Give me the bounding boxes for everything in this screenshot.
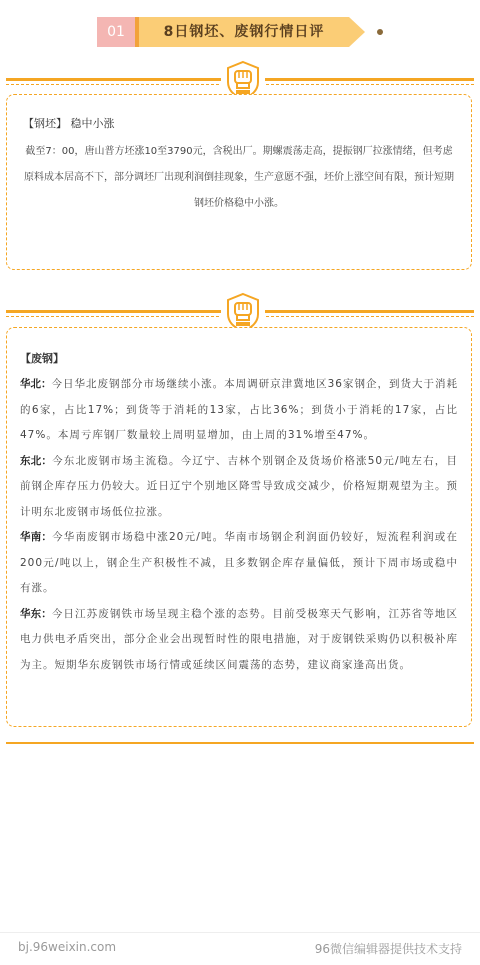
scrap-label: 【废钢】 [20,352,64,365]
region-paragraph [20,602,458,679]
billet-subtitle: 稳中小涨 [70,117,115,130]
dot-icon [377,29,383,35]
banner-arrow [349,17,365,47]
footer-site-link[interactable]: bj.96weixin.com [18,940,117,954]
region-text: 今东北废钢市场主流稳。今辽宁、吉林个别钢企及货场价格涨50元/吨左右，目前钢企库存压力仍较大。近日辽宁个别地区降雪导致成交减少，价格短期观望为主。预计明东北废钢市场低位拉涨。 [20,454,458,518]
region-text: 今华南废钢市场稳中涨20元/吨。华南市场钢企利润面仍较好，短流程利润或在200元/吨以上，钢企生产积极性不减，且多数钢企库存量偏低，预计下周市场或稳中有涨。 [20,531,458,594]
billet-body: 截至7：00，唐山普方坯涨10至3790元，含税出厂。期螺震荡走高，提振钢厂拉涨情绪，但考虑原料成本居高不下，部分调坯厂出现利润倒挂现象，生产意愿不强，坯价上涨空间有限，预计短期钢坯价格稳中小涨。 [24,146,454,209]
footer-credit: 96微信编辑器提供技术支持 [314,942,462,956]
fist-emblem-icon [225,292,261,332]
region-paragraph [20,525,458,602]
billet-heading [23,115,115,131]
scrap-card [6,327,472,727]
region-name: 东北： [20,454,53,467]
scrap-content [20,372,458,678]
region-name: 华北： [20,378,52,390]
region-paragraph [20,449,458,526]
region-name: 华东： [20,607,52,620]
footer [0,932,480,965]
region-text: 今日江苏废钢铁市场呈现主稳个涨的态势。目前受极寒天气影响，江苏省等地区电力供电矛盾突出，部分企业会出现暂时性的限电措施，对于废钢铁采购仍以积极补库为主。短期华东废钢铁市场行情或延续区间震荡的态势，建议商家逢高出货。 [20,607,459,671]
section-title: 8日钢坯、废钢行情日评 [139,17,349,47]
bottom-divider-line [6,742,474,744]
region-paragraph [20,372,458,449]
section-number: 01 [97,17,135,47]
section-header-banner [97,17,387,47]
region-text: 今日华北废钢部分市场继续小涨。本周调研京津冀地区36家钢企，到货大于消耗的6家，占比17%；到货等于消耗的13家，占比36%；到货小于消耗的17家，占比47%。本周亏库钢厂数量较上周明显增加，由上周的31%增至47%。 [20,378,459,441]
region-name: 华南： [20,531,53,543]
billet-card [6,94,472,270]
billet-label: 【钢坯】 [23,117,67,130]
